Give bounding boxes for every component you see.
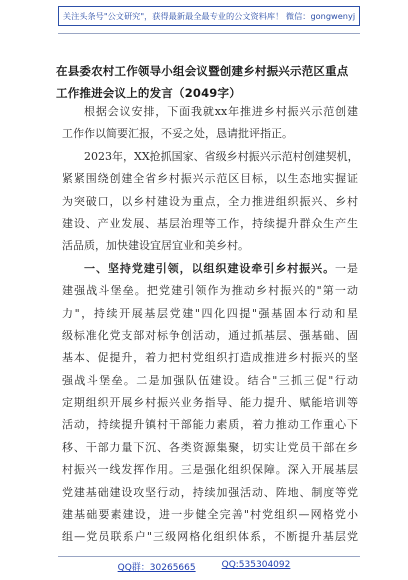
section-heading: 一、坚持党建引领，以组织建设牵引乡村振兴。 bbox=[84, 261, 336, 275]
body-line: 力"，持续开展基层党建"四化四提"强基固本行动和星 bbox=[62, 306, 358, 320]
document-title bbox=[56, 60, 356, 104]
body-line: 活品质，加快建设宜居宜业和美乡村。 bbox=[62, 239, 249, 253]
title-line-2: 工作推进会议上的发言（2049字） bbox=[56, 86, 241, 100]
body-line: 定期组织开展乡村振兴业务指导、能力提升、赋能培训等 bbox=[62, 396, 358, 410]
footer-qq-link[interactable]: QQ:535304092 bbox=[221, 560, 291, 570]
body-line: 建强战斗堡垒。把党建引领作为推动乡村振兴的"第一动 bbox=[62, 284, 358, 298]
body-line: 移、干部力量下沉、各类资源集聚，切实让党员干部在乡 bbox=[62, 440, 358, 454]
body-line: 2023年，XX抢抓国家、省级乡村振兴示范村创建契机， bbox=[84, 149, 359, 163]
body-line: 强战斗堡垒。二是加强队伍建设。结合"三抓三促"行动 bbox=[62, 373, 358, 387]
section-heading-tail: 一是 bbox=[335, 261, 359, 275]
section-heading-line bbox=[62, 258, 358, 280]
document-body bbox=[62, 101, 358, 549]
body-line: 建设、产业发展、基层治理等工作，持续提升群众生产生 bbox=[62, 216, 358, 230]
footer bbox=[0, 560, 408, 573]
title-line-1: 在县委农村工作领导小组会议暨创建乡村振兴示范区重点 bbox=[56, 64, 349, 78]
header-banner[interactable] bbox=[58, 6, 360, 26]
body-line: 级标准化党支部对标争创活动，通过抓基层、强基础、固 bbox=[62, 328, 358, 342]
body-line: 根据会议安排，下面我就xx年推进乡村振兴示范创建 bbox=[84, 105, 358, 118]
footer-qq-group-link[interactable]: QQ群：30265665 bbox=[117, 563, 196, 573]
header-divider bbox=[58, 33, 360, 34]
body-line: 党建基础建设攻坚行动，持续加强活动、阵地、制度等党 bbox=[62, 485, 358, 499]
body-line: 工作作以简要汇报，不妥之处，恳请批评指正。 bbox=[62, 127, 293, 141]
header-banner-text[interactable]: 关注头条号"公文研究"，获得最新最全最专业的公文资料库！ 微信：gongwenyj bbox=[62, 10, 356, 21]
body-line: 紧紧围绕创建全省乡村振兴示范区目标，以生态地实握证 bbox=[62, 172, 358, 186]
body-line: 建基础要素建设，进一步健全完善"村党组织—网格党小 bbox=[62, 508, 358, 522]
body-line: 为突破口，以乡村建设为重点，全力推进组织振兴、乡村 bbox=[62, 194, 358, 208]
body-line: 组—党员联系户"三级网格化组织体系，不断提升基层党 bbox=[62, 530, 358, 544]
body-line: 基本、促提升，着力把村党组织打造成推进乡村振兴的坚 bbox=[62, 351, 358, 365]
body-line: 活动，持续提升镇村干部能力素质，着力推动工作重心下 bbox=[62, 418, 358, 432]
body-line: 村振兴一线发挥作用。三是强化组织保障。深入开展基层 bbox=[62, 463, 358, 477]
footer-divider bbox=[58, 556, 360, 557]
